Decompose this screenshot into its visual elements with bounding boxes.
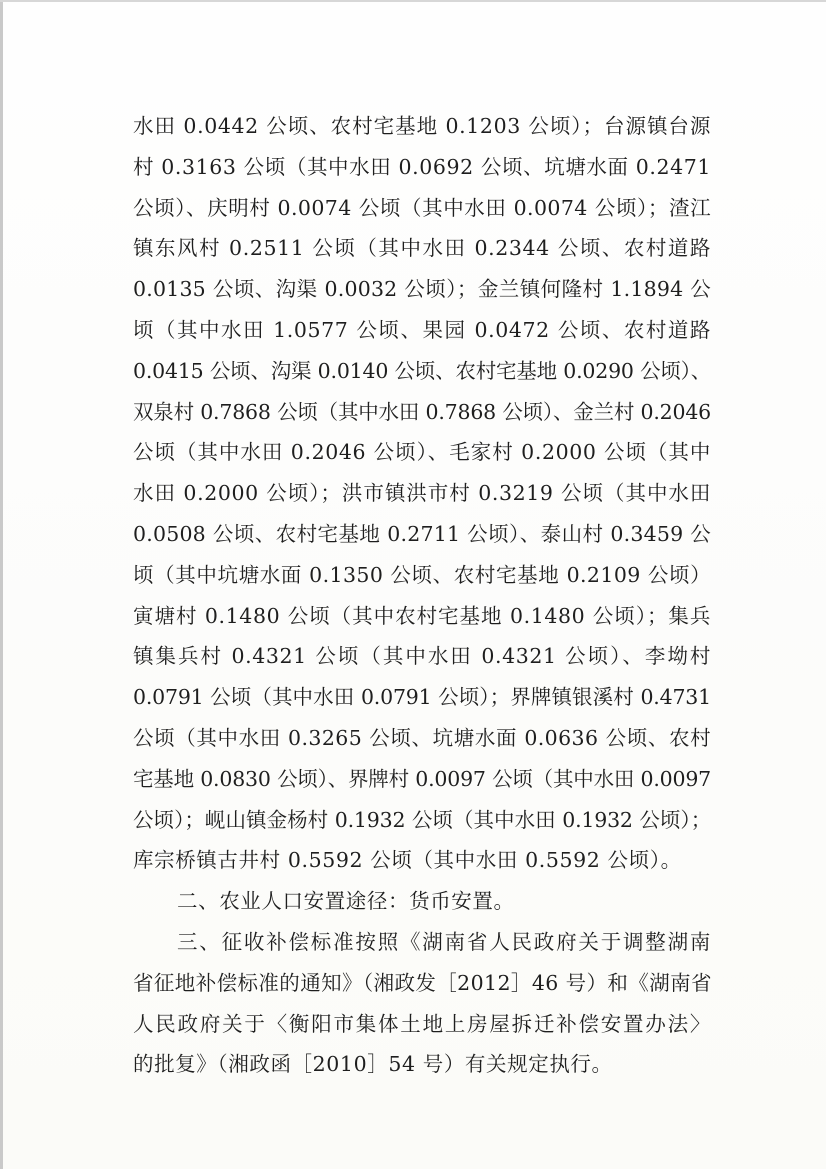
text-line-3: 公顷）、庆明村 0.0074 公顷（其中水田 0.0074 公顷）；渣江	[133, 195, 711, 220]
section-3-line-3: 人民政府关于〈衡阳市集体土地上房屋拆迁补偿安置办法〉	[133, 1011, 711, 1036]
text-line-11: 0.0508 公顷、农村宅基地 0.2711 公顷）、泰山村 0.3459 公	[133, 521, 711, 546]
text-line-10: 水田 0.2000 公顷）；洪市镇洪市村 0.3219 公顷（其中水田	[133, 481, 711, 506]
section-3-line-4: 的批复》（湘政函［2010］54 号）有关规定执行。	[133, 1052, 613, 1077]
text-line-8: 双泉村 0.7868 公顷（其中水田 0.7868 公顷）、金兰村 0.2046	[133, 399, 712, 424]
text-line-9: 公顷（其中水田 0.2046 公顷）、毛家村 0.2000 公顷（其中	[133, 440, 711, 465]
section-3-line-1: 三、征收补偿标准按照《湖南省人民政府关于调整湖南	[177, 929, 711, 954]
text-line-4: 镇东风村 0.2511 公顷（其中水田 0.2344 公顷、农村道路	[133, 236, 711, 261]
scan-left-edge	[0, 0, 3, 1169]
text-line-18: 公顷）；岘山镇金杨村 0.1932 公顷（其中水田 0.1932 公顷）；	[133, 807, 711, 832]
document-body	[133, 106, 711, 1085]
section-2-heading: 二、农业人口安置途径：货币安置。	[177, 889, 515, 914]
text-line-19: 库宗桥镇古井村 0.5592 公顷（其中水田 0.5592 公顷）。	[133, 848, 682, 873]
section-3-line-2: 省征地补偿标准的通知》（湘政发［2012］46 号）和《湖南省	[133, 970, 712, 995]
text-line-1: 水田 0.0442 公顷、农村宅基地 0.1203 公顷）；台源镇台源	[133, 114, 711, 138]
text-line-6: 顷（其中水田 1.0577 公顷、果园 0.0472 公顷、农村道路	[133, 317, 711, 342]
text-line-5: 0.0135 公顷、沟渠 0.0032 公顷）；金兰镇何隆村 1.1894 公	[133, 277, 711, 302]
scan-top-edge	[0, 0, 826, 2]
text-line-15: 0.0791 公顷（其中水田 0.0791 公顷）；界牌镇银溪村 0.4731	[133, 685, 711, 710]
text-line-2: 村 0.3163 公顷（其中水田 0.0692 公顷、坑塘水面 0.2471	[133, 154, 712, 179]
text-line-14: 镇集兵村 0.4321 公顷（其中水田 0.4321 公顷）、李坳村	[133, 644, 711, 669]
text-line-17: 宅基地 0.0830 公顷）、界牌村 0.0097 公顷（其中水田 0.0097	[133, 766, 712, 791]
text-line-16: 公顷（其中水田 0.3265 公顷、坑塘水面 0.0636 公顷、农村	[133, 725, 711, 750]
text-line-7: 0.0415 公顷、沟渠 0.0140 公顷、农村宅基地 0.0290 公顷）、	[133, 358, 712, 383]
text-line-13: 寅塘村 0.1480 公顷（其中农村宅基地 0.1480 公顷）；集兵	[133, 603, 711, 628]
text-line-12: 顷（其中坑塘水面 0.1350 公顷、农村宅基地 0.2109 公顷）	[133, 562, 711, 587]
